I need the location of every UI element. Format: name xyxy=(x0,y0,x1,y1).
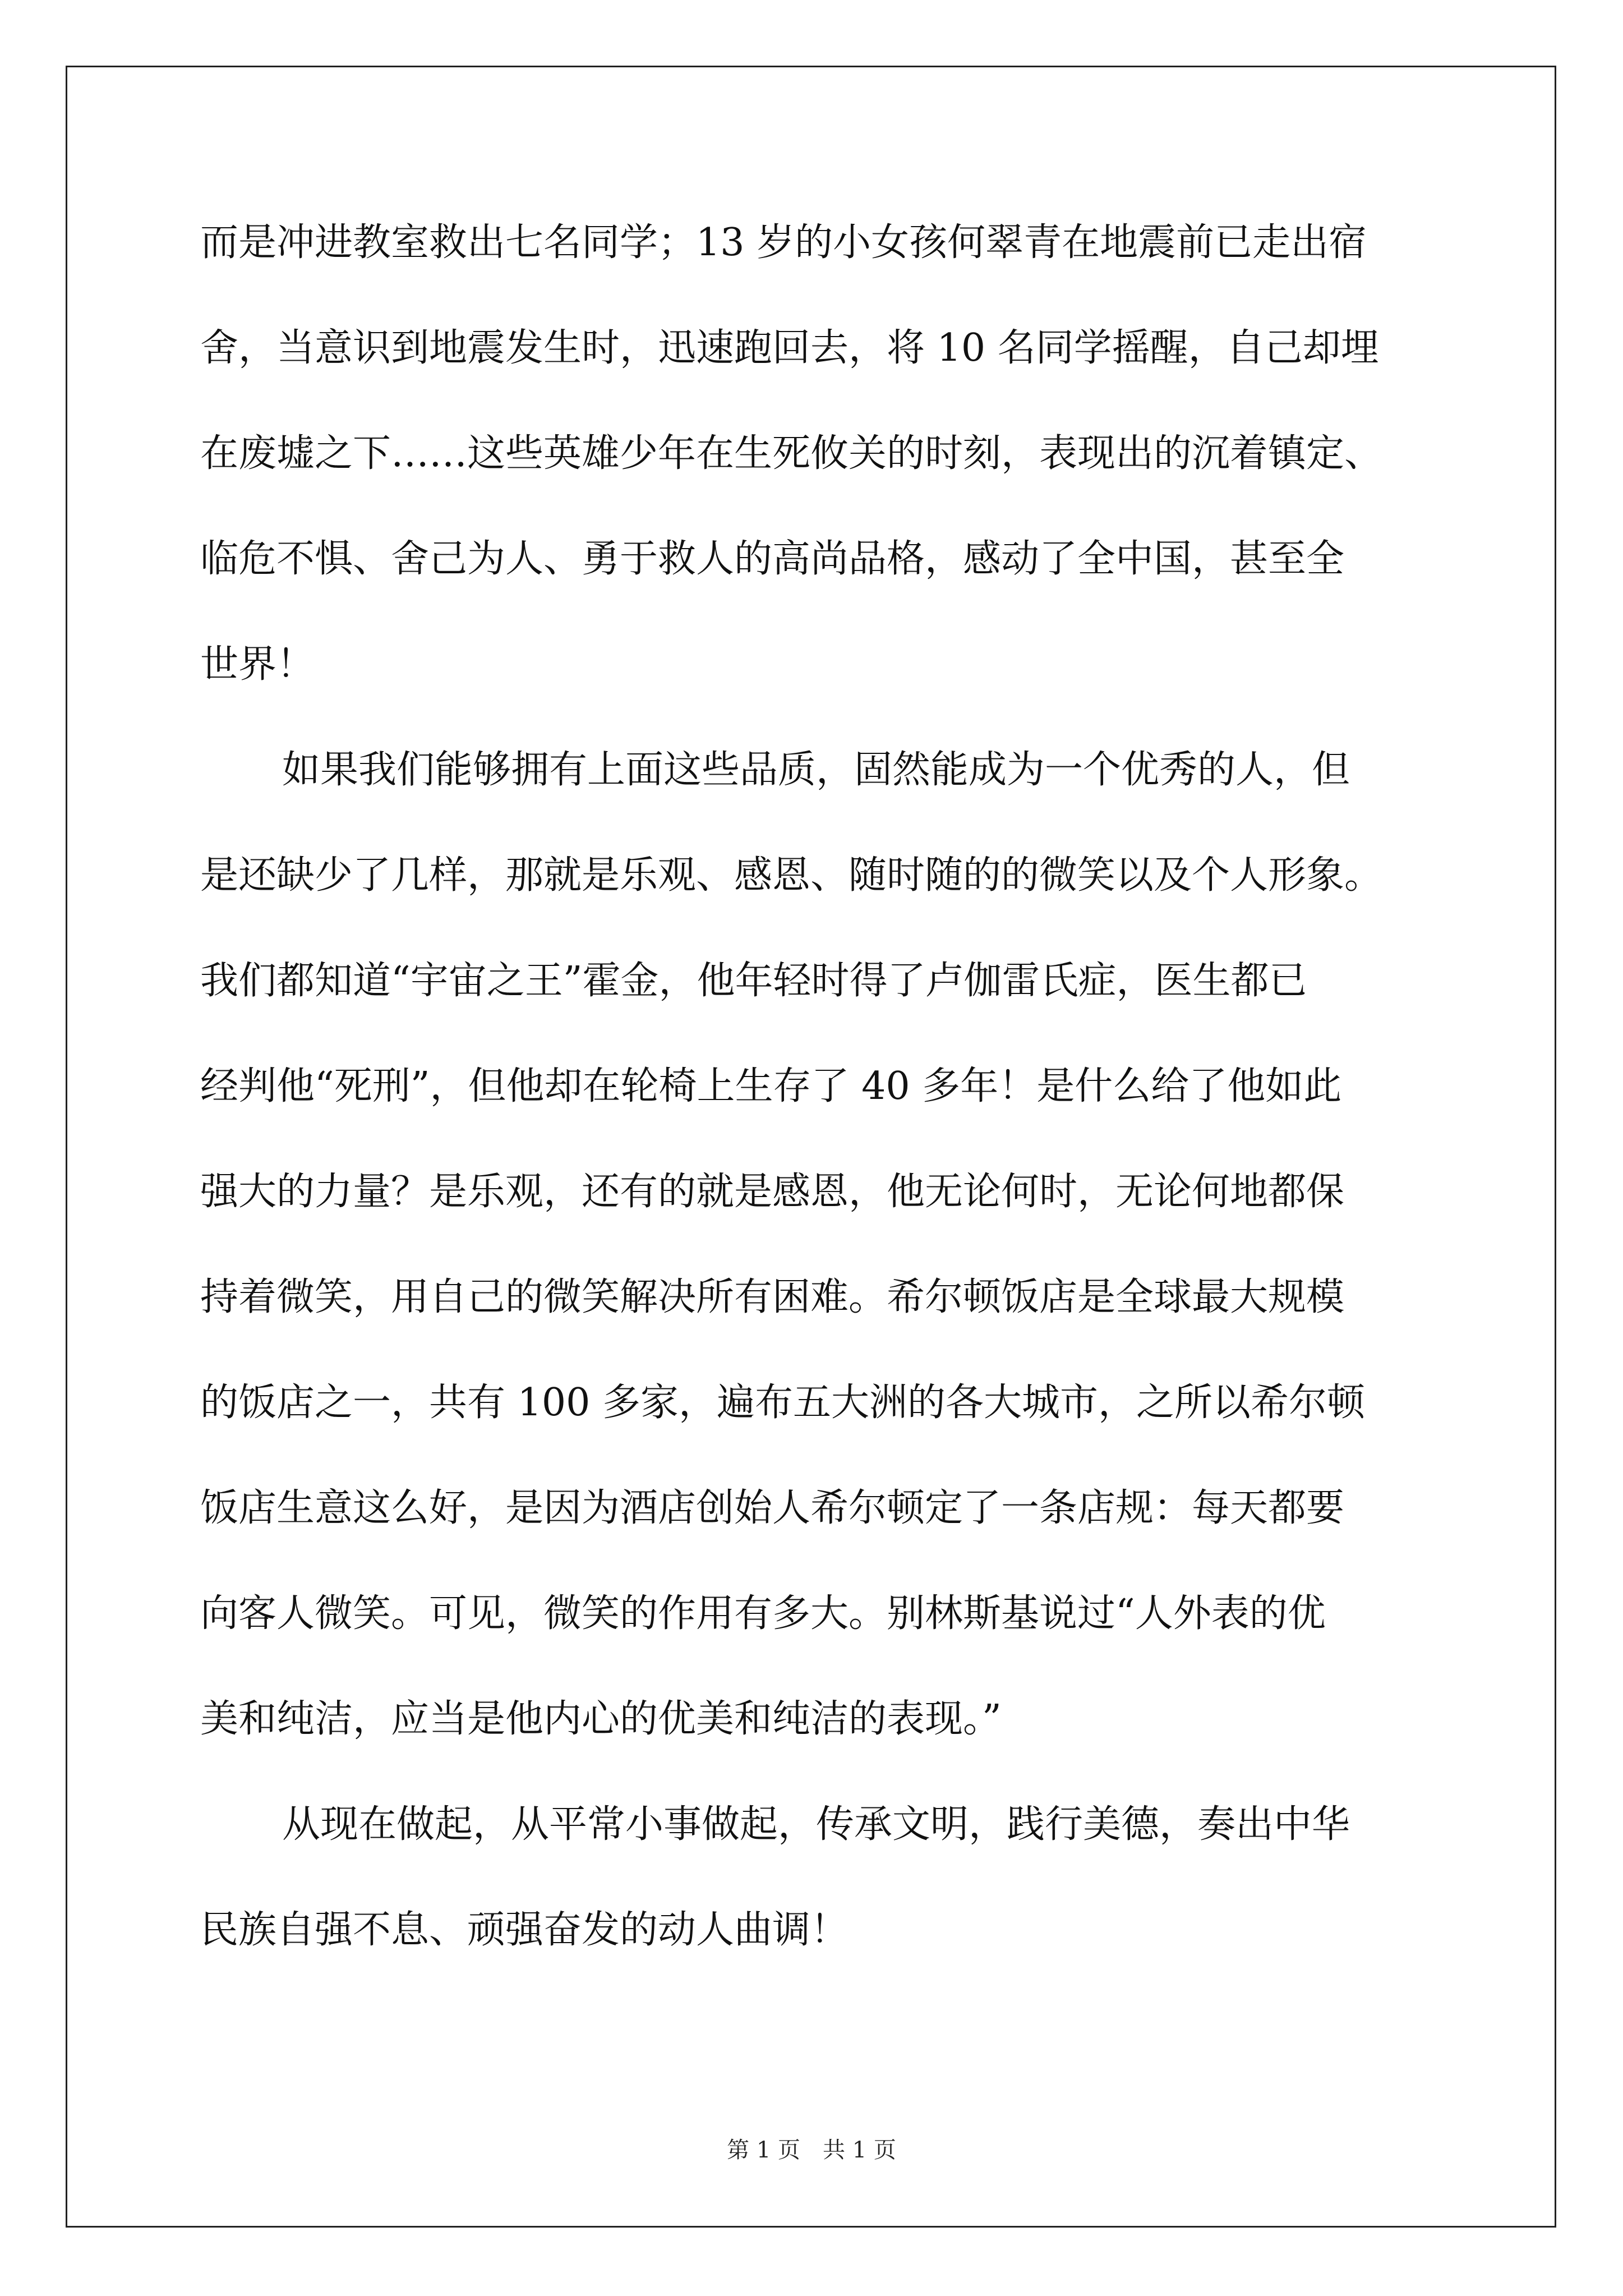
page-footer: 第 1 页 共 1 页 xyxy=(727,2137,896,2163)
paragraph-2-line-8: 饭店生意这么好，是因为酒店创始人希尔顿定了一条店规：每天都要 xyxy=(200,1486,1345,1530)
paragraph-1-line-4: 临危不惧、舍己为人、勇于救人的高尚品格，感动了全中国，甚至全 xyxy=(200,537,1345,581)
paragraph-1-line-3: 在废墟之下……这些英雄少年在生死攸关的时刻，表现出的沉着镇定、 xyxy=(200,431,1383,476)
paragraph-2-line-4: 经判他“死刑”，但他却在轮椅上生存了 40 多年！是什么给了他如此 xyxy=(200,1064,1342,1108)
paragraph-2-line-6: 持着微笑，用自己的微笑解决所有困难。希尔顿饭店是全球最大规模 xyxy=(200,1275,1345,1319)
paragraph-3-line-1: 从现在做起，从平常小事做起，传承文明，践行美德，奏出中华 xyxy=(282,1802,1350,1847)
paragraph-1-line-5: 世界！ xyxy=(200,642,315,687)
paragraph-2-line-10: 美和纯洁，应当是他内心的优美和纯洁的表现。” xyxy=(200,1697,1002,1741)
paragraph-3-line-2: 民族自强不息、顽强奋发的动人曲调！ xyxy=(200,1908,849,1952)
paragraph-1-line-2: 舍，当意识到地震发生时，迅速跑回去，将 10 名同学摇醒，自己却埋 xyxy=(200,326,1379,370)
paragraph-2-line-1: 如果我们能够拥有上面这些品质，固然能成为一个优秀的人，但 xyxy=(282,748,1350,792)
paragraph-1-line-1: 而是冲进教室救出七名同学；13 岁的小女孩何翠青在地震前已走出宿 xyxy=(200,220,1367,265)
paragraph-2-line-2: 是还缺少了几样，那就是乐观、感恩、随时随的的微笑以及个人形象。 xyxy=(200,853,1383,898)
paragraph-2-line-7: 的饭店之一，共有 100 多家，遍布五大洲的各大城市，之所以希尔顿 xyxy=(200,1381,1366,1425)
paragraph-2-line-5: 强大的力量？是乐观，还有的就是感恩，他无论何时，无论何地都保 xyxy=(200,1170,1345,1214)
paragraph-2-line-3: 我们都知道“宇宙之王”霍金，他年轻时得了卢伽雷氏症，医生都已 xyxy=(200,959,1307,1003)
paragraph-2-line-9: 向客人微笑。可见，微笑的作用有多大。别林斯基说过“人外表的优 xyxy=(200,1591,1326,1636)
